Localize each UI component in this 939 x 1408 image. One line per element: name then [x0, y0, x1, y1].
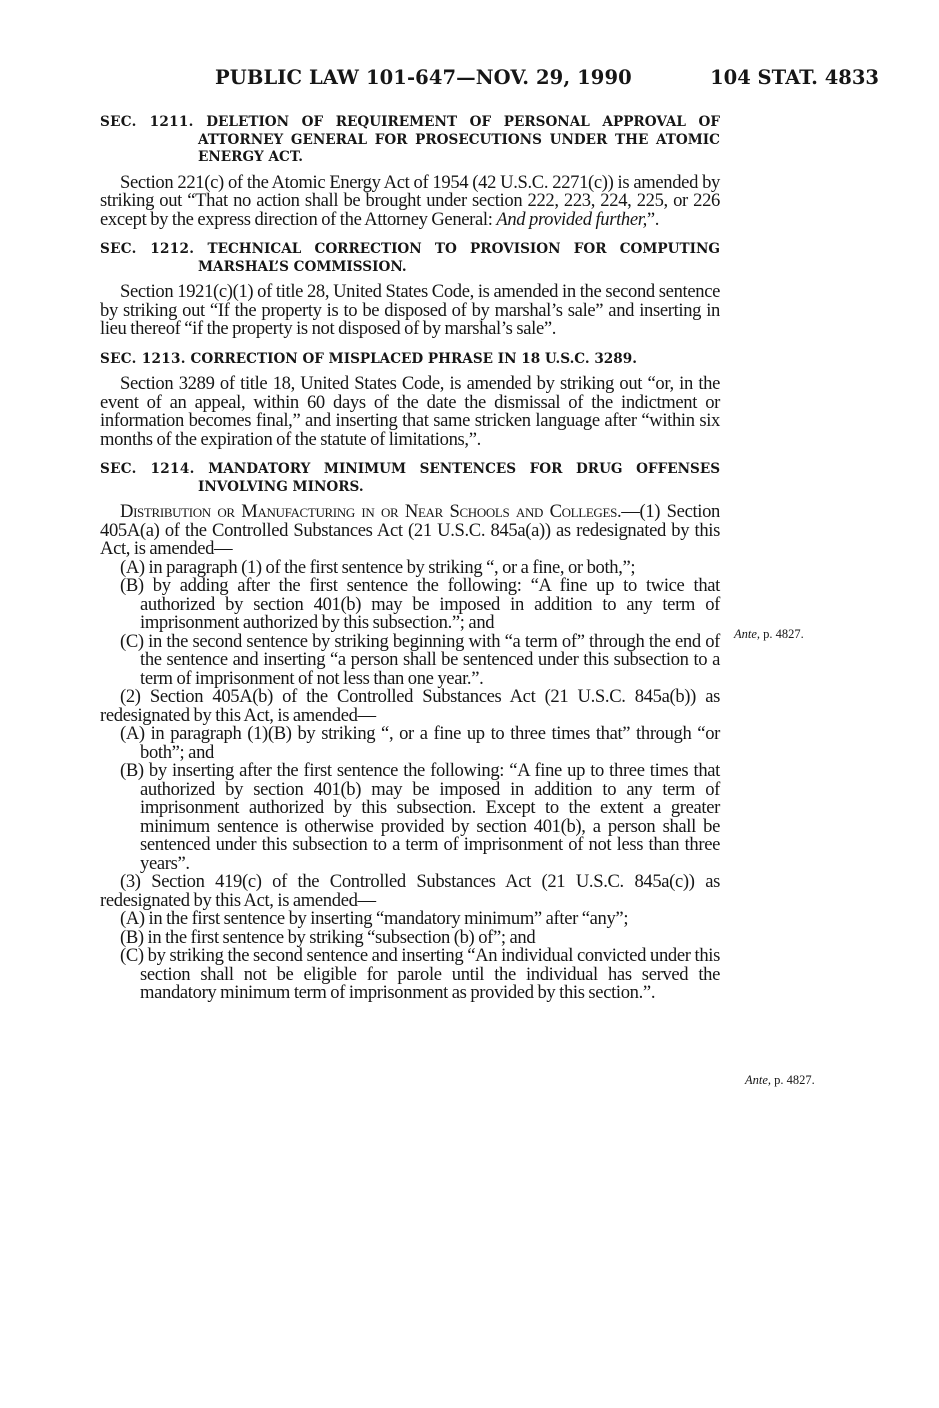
- public-law-title: PUBLIC LAW 101-647—NOV. 29, 1990: [215, 66, 632, 89]
- section-title: TECHNICAL CORRECTION TO PROVISION FOR COMPUTING MARSHAL’S COMMISSION.: [198, 241, 721, 275]
- paragraph-3: (3) Section 419(c) of the Controlled Substances Act (21 U.S.C. 845a(c)) as redesignated by this Act, is amended—: [100, 871, 720, 911]
- section-1212-heading: [100, 241, 720, 276]
- paragraph-2-A: (A) in paragraph (1)(B) by striking “, or a fine up to three times that” through “or both”; and: [120, 723, 720, 763]
- section-1213-body: Section 3289 of title 18, United States Code, is amended by striking out “or, in the event of an appeal, within 60 days of the date the dismissal of the indictment or information becomes final,” and inserting that same stricken language after “within six months of the expiration of the statute of limitations,”.: [100, 373, 720, 450]
- paragraph-1-A: (A) in paragraph (1) of the first sentence by striking “, or a fine, or both,”;: [120, 556, 636, 578]
- paragraph-2-B: (B) by inserting after the first sentence the following: “A fine up to three times that authorized by section 401(b) may be imposed in addition to any term of imprisonment authorized by this subsection. Except to the extent a greater minimum sentence is otherwise provided by section 401(b), a person shall be sentenced under this subsection to a term of imprisonment of not less than three years”.: [120, 760, 720, 874]
- paragraph-3-B: (B) in the first sentence by striking “subsection (b) of”; and: [120, 926, 536, 948]
- main-text-column: [100, 114, 720, 1003]
- subsection-caption: Distribution or Manufacturing in or Near Schools and Colleges.: [120, 501, 622, 522]
- section-title: DELETION OF REQUIREMENT OF PERSONAL APPROVAL OF ATTORNEY GENERAL FOR PROSECUTIONS UNDER THE ATOMIC ENERGY ACT.: [198, 114, 721, 165]
- section-1211-heading: [100, 114, 720, 167]
- section-1213-heading: [100, 351, 720, 369]
- section-number: SEC. 1214.: [100, 461, 195, 477]
- section-1211-body: Section 221(c) of the Atomic Energy Act of 1954 (42 U.S.C. 2271(c)) is amended by striking out “That no action shall be brought under section 222, 223, 224, 225, or 226 except by the express direction of the Attorney General: And provided further,”.: [100, 171, 720, 230]
- section-number: SEC. 1213.: [100, 350, 186, 367]
- statute-page-number: 104 STAT. 4833: [710, 66, 879, 89]
- running-head: [215, 66, 879, 94]
- section-title: MANDATORY MINIMUM SENTENCES FOR DRUG OFFENSES INVOLVING MINORS.: [198, 461, 721, 495]
- paragraph-1-C: (C) in the second sentence by striking beginning with “a term of” through the end of the sentence and inserting “a person shall be sentenced under this subsection to a term of imprisonment of not less than one year.”.: [120, 630, 720, 689]
- margin-note-ante-2: Ante, p. 4827.: [745, 1073, 815, 1087]
- paragraph-3-A: (A) in the first sentence by inserting “mandatory minimum” after “any”;: [120, 908, 629, 929]
- paragraph-3-C: (C) by striking the second sentence and inserting “An individual convicted under this section shall not be eligible for parole until the individual has served the mandatory minimum term of imprisonment as provided by this section.”.: [120, 945, 720, 1003]
- section-1214-lead: Distribution or Manufacturing in or Near Schools and Colleges.—(1) Section 405A(a) of the Controlled Substances Act (21 U.S.C. 845a(a)) as redesignated by this Act, is amended—: [100, 501, 720, 559]
- section-number: SEC. 1212.: [100, 241, 195, 257]
- section-number: SEC. 1211.: [100, 114, 194, 130]
- section-1212-body: Section 1921(c)(1) of title 28, United States Code, is amended in the second sentence by striking out “If the property is to be disposed of by marshal’s sale” and inserting in lieu thereof “if the property is not disposed of by marshal’s sale”.: [100, 281, 720, 339]
- margin-note-ante-1: Ante, p. 4827.: [734, 627, 804, 641]
- section-title: CORRECTION OF MISPLACED PHRASE IN 18 U.S.C. 3289.: [190, 350, 637, 367]
- paragraph-1-B: (B) by adding after the first sentence the following: “A fine up to twice that authorized by section 401(b) may be imposed in addition to any term of imprisonment authorized by this subsection.”; and: [120, 575, 720, 633]
- section-1214-heading: [100, 461, 720, 496]
- paragraph-2: (2) Section 405A(b) of the Controlled Substances Act (21 U.S.C. 845a(b)) as redesignated by this Act, is amended—: [100, 686, 720, 726]
